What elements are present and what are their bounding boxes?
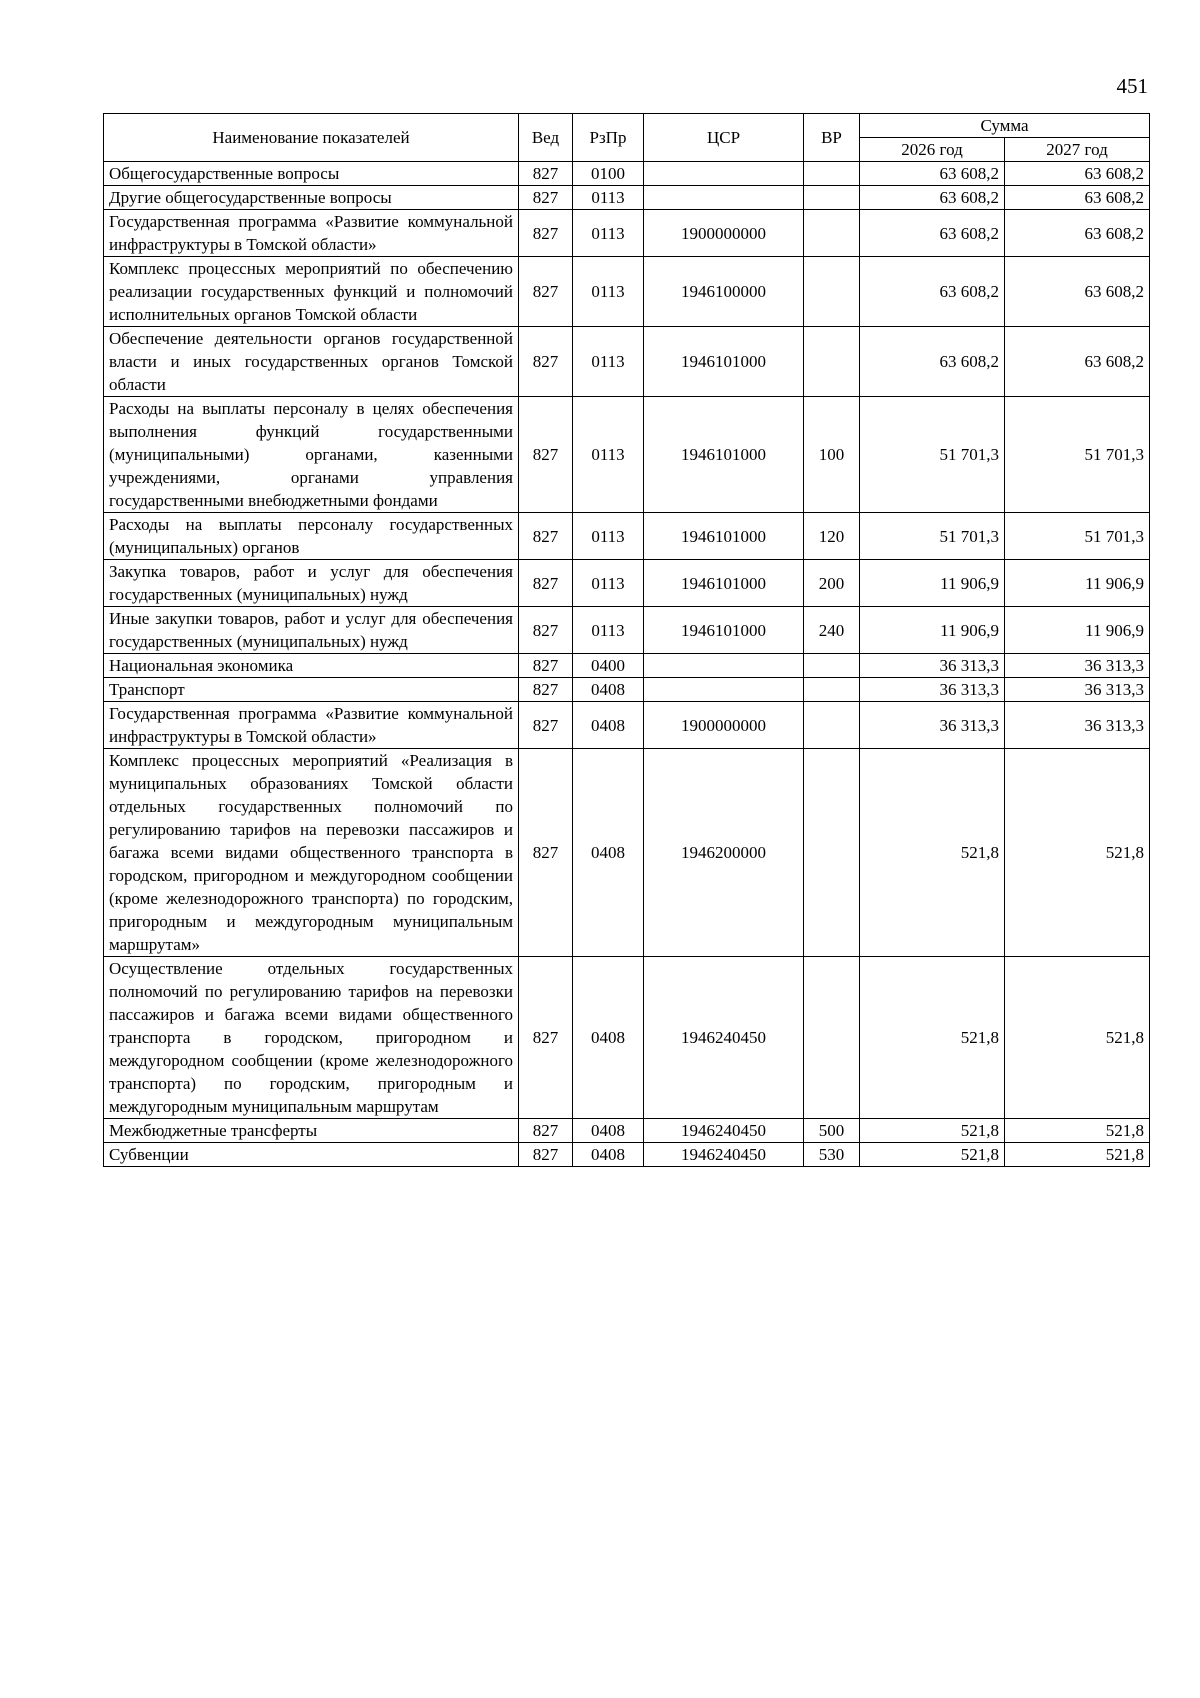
page-number: 451	[1116, 74, 1148, 98]
row-vr: 500	[804, 1119, 860, 1143]
header-csr: ЦСР	[644, 114, 804, 162]
row-ved: 827	[519, 1143, 573, 1167]
row-csr	[644, 162, 804, 186]
row-rzpr: 0113	[573, 186, 644, 210]
row-name: Расходы на выплаты персоналу в целях обеспечения выполнения функций государственными (муниципальными) органами, казенными учреждениями, органами управления государственными внебюджетными фондами	[104, 397, 519, 513]
row-rzpr: 0113	[573, 607, 644, 654]
table-row	[104, 1143, 1150, 1167]
row-amount-2027: 63 608,2	[1005, 162, 1150, 186]
row-csr	[644, 654, 804, 678]
row-csr	[644, 678, 804, 702]
table-row	[104, 257, 1150, 327]
row-vr	[804, 327, 860, 397]
row-amount-2026: 63 608,2	[860, 162, 1005, 186]
row-amount-2027: 521,8	[1005, 1119, 1150, 1143]
row-vr: 240	[804, 607, 860, 654]
row-amount-2026: 521,8	[860, 957, 1005, 1119]
row-amount-2027: 63 608,2	[1005, 257, 1150, 327]
table-row	[104, 186, 1150, 210]
row-ved: 827	[519, 678, 573, 702]
row-ved: 827	[519, 186, 573, 210]
table-row	[104, 957, 1150, 1119]
row-ved: 827	[519, 654, 573, 678]
row-amount-2027: 51 701,3	[1005, 397, 1150, 513]
row-ved: 827	[519, 327, 573, 397]
row-amount-2027: 63 608,2	[1005, 186, 1150, 210]
row-csr: 1946101000	[644, 397, 804, 513]
table-row	[104, 513, 1150, 560]
header-year-2026: 2026 год	[860, 138, 1005, 162]
header-name: Наименование показателей	[104, 114, 519, 162]
row-ved: 827	[519, 702, 573, 749]
row-name: Закупка товаров, работ и услуг для обеспечения государственных (муниципальных) нужд	[104, 560, 519, 607]
row-vr: 530	[804, 1143, 860, 1167]
row-vr	[804, 702, 860, 749]
row-amount-2027: 521,8	[1005, 957, 1150, 1119]
row-vr: 120	[804, 513, 860, 560]
row-csr	[644, 186, 804, 210]
row-name: Государственная программа «Развитие коммунальной инфраструктуры в Томской области»	[104, 702, 519, 749]
header-sum: Сумма	[860, 114, 1150, 138]
row-amount-2026: 51 701,3	[860, 513, 1005, 560]
row-vr: 200	[804, 560, 860, 607]
row-amount-2027: 11 906,9	[1005, 560, 1150, 607]
row-name: Комплекс процессных мероприятий «Реализация в муниципальных образованиях Томской области отдельных государственных полномочий по регулированию тарифов на перевозки пассажиров и багажа всеми видами общественного транспорта в городском, пригородном и междугородном сообщении (кроме железнодорожного транспорта) по городским, пригородным и междугородным муниципальным маршрутам»	[104, 749, 519, 957]
row-amount-2026: 63 608,2	[860, 210, 1005, 257]
row-name: Межбюджетные трансферты	[104, 1119, 519, 1143]
row-amount-2027: 521,8	[1005, 749, 1150, 957]
row-csr: 1946101000	[644, 560, 804, 607]
row-rzpr: 0408	[573, 678, 644, 702]
row-name: Субвенции	[104, 1143, 519, 1167]
row-rzpr: 0408	[573, 702, 644, 749]
row-vr	[804, 749, 860, 957]
row-amount-2026: 11 906,9	[860, 607, 1005, 654]
row-csr: 1946101000	[644, 607, 804, 654]
row-vr	[804, 654, 860, 678]
table-header	[104, 114, 1150, 162]
row-amount-2027: 36 313,3	[1005, 678, 1150, 702]
row-csr: 1946240450	[644, 1143, 804, 1167]
row-ved: 827	[519, 397, 573, 513]
header-year-2027: 2027 год	[1005, 138, 1150, 162]
row-rzpr: 0113	[573, 327, 644, 397]
row-ved: 827	[519, 513, 573, 560]
table-row	[104, 654, 1150, 678]
row-ved: 827	[519, 1119, 573, 1143]
row-csr: 1946240450	[644, 1119, 804, 1143]
row-amount-2026: 36 313,3	[860, 702, 1005, 749]
table-row	[104, 397, 1150, 513]
row-amount-2027: 521,8	[1005, 1143, 1150, 1167]
row-rzpr: 0113	[573, 397, 644, 513]
row-rzpr: 0408	[573, 1119, 644, 1143]
row-name: Комплекс процессных мероприятий по обеспечению реализации государственных функций и полномочий исполнительных органов Томской области	[104, 257, 519, 327]
row-amount-2026: 521,8	[860, 1119, 1005, 1143]
row-amount-2026: 36 313,3	[860, 654, 1005, 678]
row-rzpr: 0408	[573, 1143, 644, 1167]
table-row	[104, 749, 1150, 957]
row-ved: 827	[519, 957, 573, 1119]
row-amount-2026: 11 906,9	[860, 560, 1005, 607]
row-ved: 827	[519, 210, 573, 257]
row-rzpr: 0113	[573, 210, 644, 257]
table-row	[104, 1119, 1150, 1143]
row-csr: 1946101000	[644, 513, 804, 560]
row-rzpr: 0100	[573, 162, 644, 186]
row-vr: 100	[804, 397, 860, 513]
row-csr: 1900000000	[644, 702, 804, 749]
row-ved: 827	[519, 560, 573, 607]
table-row	[104, 327, 1150, 397]
table-row	[104, 162, 1150, 186]
budget-table	[103, 113, 1150, 1167]
row-vr	[804, 257, 860, 327]
row-rzpr: 0113	[573, 513, 644, 560]
row-csr: 1946100000	[644, 257, 804, 327]
header-ved: Вед	[519, 114, 573, 162]
table-row	[104, 678, 1150, 702]
table-row	[104, 560, 1150, 607]
row-vr	[804, 678, 860, 702]
row-amount-2026: 521,8	[860, 749, 1005, 957]
row-csr: 1900000000	[644, 210, 804, 257]
row-name: Иные закупки товаров, работ и услуг для обеспечения государственных (муниципальных) нужд	[104, 607, 519, 654]
row-name: Другие общегосударственные вопросы	[104, 186, 519, 210]
row-ved: 827	[519, 162, 573, 186]
row-amount-2026: 63 608,2	[860, 186, 1005, 210]
row-amount-2027: 36 313,3	[1005, 654, 1150, 678]
row-rzpr: 0408	[573, 957, 644, 1119]
table-row	[104, 702, 1150, 749]
row-ved: 827	[519, 749, 573, 957]
row-name: Осуществление отдельных государственных полномочий по регулированию тарифов на перевозки пассажиров и багажа всеми видами общественного транспорта в городском, пригородном и междугородном сообщении (кроме железнодорожного транспорта) по городским, пригородным и междугородным муниципальным маршрутам	[104, 957, 519, 1119]
row-vr	[804, 957, 860, 1119]
row-name: Общегосударственные вопросы	[104, 162, 519, 186]
table-row	[104, 607, 1150, 654]
row-ved: 827	[519, 607, 573, 654]
row-vr	[804, 162, 860, 186]
row-amount-2027: 51 701,3	[1005, 513, 1150, 560]
row-rzpr: 0400	[573, 654, 644, 678]
row-rzpr: 0113	[573, 560, 644, 607]
row-name: Обеспечение деятельности органов государственной власти и иных государственных органов Томской области	[104, 327, 519, 397]
row-csr: 1946101000	[644, 327, 804, 397]
table-row	[104, 210, 1150, 257]
header-rzpr: РзПр	[573, 114, 644, 162]
row-amount-2026: 63 608,2	[860, 257, 1005, 327]
row-csr: 1946200000	[644, 749, 804, 957]
row-vr	[804, 186, 860, 210]
row-vr	[804, 210, 860, 257]
row-ved: 827	[519, 257, 573, 327]
row-name: Расходы на выплаты персоналу государственных (муниципальных) органов	[104, 513, 519, 560]
row-csr: 1946240450	[644, 957, 804, 1119]
row-rzpr: 0113	[573, 257, 644, 327]
row-amount-2026: 63 608,2	[860, 327, 1005, 397]
row-name: Государственная программа «Развитие коммунальной инфраструктуры в Томской области»	[104, 210, 519, 257]
header-vr: ВР	[804, 114, 860, 162]
row-name: Национальная экономика	[104, 654, 519, 678]
row-amount-2027: 11 906,9	[1005, 607, 1150, 654]
row-amount-2026: 51 701,3	[860, 397, 1005, 513]
row-amount-2027: 63 608,2	[1005, 210, 1150, 257]
table-body	[104, 162, 1150, 1167]
row-amount-2026: 521,8	[860, 1143, 1005, 1167]
row-amount-2027: 63 608,2	[1005, 327, 1150, 397]
row-name: Транспорт	[104, 678, 519, 702]
row-amount-2027: 36 313,3	[1005, 702, 1150, 749]
row-rzpr: 0408	[573, 749, 644, 957]
row-amount-2026: 36 313,3	[860, 678, 1005, 702]
